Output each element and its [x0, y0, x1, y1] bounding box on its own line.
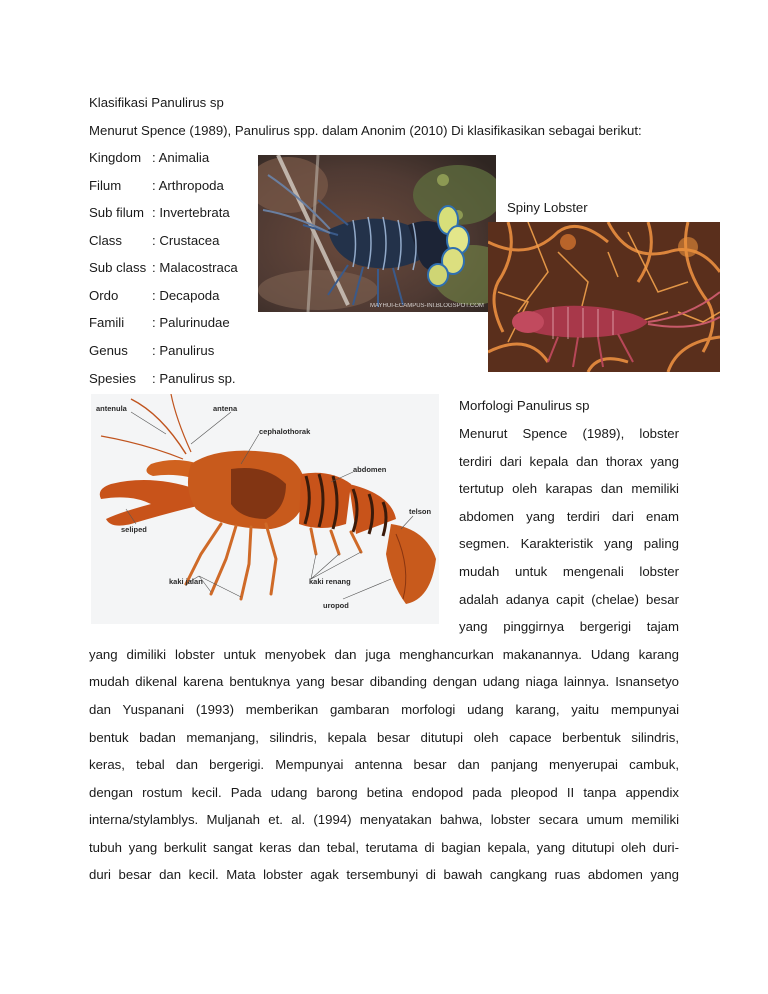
- taxonomy-value: : Palurinudae: [152, 315, 230, 330]
- taxonomy-value: : Arthropoda: [152, 178, 224, 193]
- text-line: tertutup oleh karapas dan memiliki: [459, 481, 679, 496]
- photo-caption: Spiny Lobster: [507, 200, 588, 215]
- text-line: tubuh yang berkulit sangat keras dan tebal, terutama di bagian kepala, yang ditutupi oleh duri-: [89, 840, 679, 855]
- section-heading: Klasifikasi Panulirus sp: [89, 95, 224, 110]
- text-line: mudah dikenal karena bentuknya yang besar dibanding dengan udang niaga lainnya. Isnansetyo: [89, 674, 679, 689]
- taxonomy-value: : Panulirus sp.: [152, 371, 236, 386]
- taxonomy-label: Sub filum: [89, 205, 144, 220]
- taxonomy-value: : Invertebrata: [152, 205, 230, 220]
- taxonomy-value: : Malacostraca: [152, 260, 238, 275]
- label-antena: antena: [213, 404, 238, 413]
- text-line: duri besar dan kecil. Mata lobster agak tersembunyi di bawah cangkang ruas abdomen yang: [89, 867, 679, 882]
- taxonomy-label: Filum: [89, 178, 122, 193]
- label-kaki-renang: kaki renang: [309, 577, 351, 586]
- taxonomy-value: : Panulirus: [152, 343, 215, 358]
- lobster-anatomy-diagram: [91, 394, 439, 624]
- taxonomy-value: : Decapoda: [152, 288, 220, 303]
- photo-watermark: MAYHUI-ECAMPUS-INI.BLOGSPOT.COM: [370, 303, 484, 309]
- label-uropod: uropod: [323, 601, 349, 610]
- text-line: interna/stylamblys. Muljanah et. al. (1994) menyatakan bahwa, lobster secara umum memiliki: [89, 812, 679, 827]
- label-telson: telson: [409, 507, 432, 516]
- text-line: dan Yuspanani (1993) memberikan gambaran morfologi udang karang, yaitu mempunyai: [89, 702, 679, 717]
- taxonomy-label: Sub class: [89, 260, 147, 275]
- text-line: Menurut Spence (1989), lobster: [459, 426, 679, 441]
- label-antenula: antenula: [96, 404, 127, 413]
- taxonomy-value: : Animalia: [152, 150, 210, 165]
- text-line: adalah adanya capit (chelae) besar: [459, 592, 679, 607]
- text-line: bentuk badan memanjang, silindris, kepala besar ditutupi oleh capace berbentuk silindris,: [89, 730, 679, 745]
- text-line: yang dimiliki lobster untuk menyobek dan juga menghancurkan makanannya. Udang karang: [89, 647, 679, 662]
- text-line: yang pinggirnya bergerigi tajam: [459, 619, 679, 634]
- text-line: keras, tebal dan bergerigi. Mempunyai antenna besar dan panjang menyerupai cambuk,: [89, 757, 679, 772]
- taxonomy-label: Spesies: [89, 371, 136, 386]
- taxonomy-value: : Crustacea: [152, 233, 220, 248]
- text-line: abdomen yang terdiri dari enam: [459, 509, 679, 524]
- lobster-photo-blue: [258, 155, 496, 312]
- label-seliped: seliped: [121, 525, 147, 534]
- text-line: dengan rostum kecil. Pada udang barong betina endopod pada pleopod II tanpa appendix: [89, 785, 679, 800]
- intro-paragraph: Menurut Spence (1989), Panulirus spp. dalam Anonim (2010) Di klasifikasikan sebagai berikut:: [89, 123, 642, 138]
- morfologi-heading: Morfologi Panulirus sp: [459, 398, 590, 413]
- label-abdomen: abdomen: [353, 465, 387, 474]
- text-line: mudah untuk mengenali lobster: [459, 564, 679, 579]
- label-kaki-jalan: kaki jalan: [169, 577, 203, 586]
- taxonomy-label: Ordo: [89, 288, 119, 303]
- taxonomy-label: Class: [89, 233, 122, 248]
- lobster-photo-red: [488, 222, 720, 372]
- taxonomy-label: Kingdom: [89, 150, 142, 165]
- taxonomy-label: Famili: [89, 315, 125, 330]
- taxonomy-label: Genus: [89, 343, 128, 358]
- text-line: segmen. Karakteristik yang paling: [459, 536, 679, 551]
- label-cephalothorak: cephalothorak: [259, 427, 311, 436]
- text-line: terdiri dari kepala dan thorax yang: [459, 454, 679, 469]
